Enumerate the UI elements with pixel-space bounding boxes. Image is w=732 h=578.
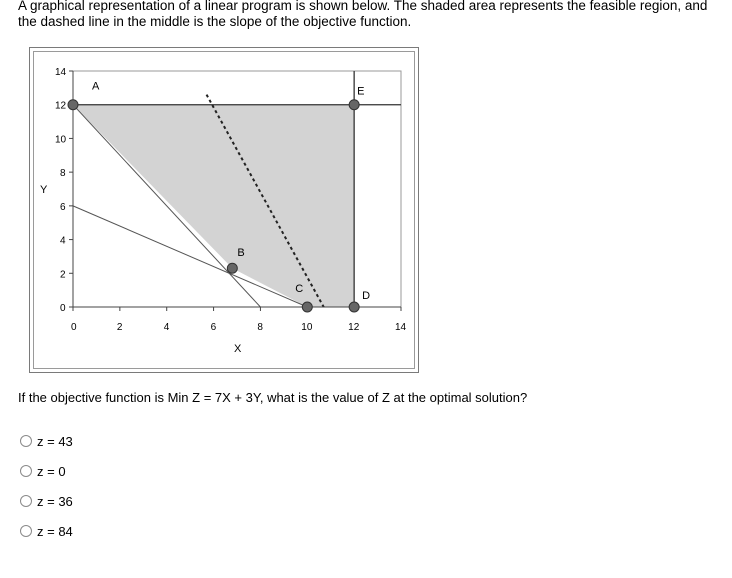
corner-point-d	[349, 302, 359, 312]
corner-label-b: B	[237, 247, 245, 260]
option-label: z = 36	[37, 493, 73, 509]
option-label: z = 43	[37, 433, 73, 449]
question-text: If the objective function is Min Z = 7X + 3Y, what is the value of Z at the optimal solution?	[18, 390, 528, 405]
x-axis-label: X	[234, 343, 242, 355]
x-tick-label: 10	[301, 322, 313, 333]
y-tick-label: 0	[60, 303, 66, 314]
x-tick-label: 8	[257, 322, 263, 333]
x-tick-label: 12	[348, 322, 360, 333]
option-1[interactable]	[20, 432, 73, 450]
y-tick-label: 6	[60, 201, 66, 213]
option-3[interactable]	[20, 492, 73, 510]
option-2[interactable]	[20, 462, 66, 480]
corner-label-a: A	[92, 80, 100, 93]
y-tick-label: 4	[60, 235, 66, 247]
option-label: z = 84	[37, 523, 73, 539]
x-tick-label: 14	[395, 322, 407, 333]
corner-point-e	[349, 100, 359, 110]
radio-icon[interactable]	[20, 435, 32, 447]
corner-point-c	[302, 302, 312, 312]
corner-label-e: E	[357, 85, 365, 98]
radio-icon[interactable]	[20, 495, 32, 507]
corner-label-c: C	[295, 283, 304, 295]
intro-text: A graphical representation of a linear program is shown below. The shaded area represents the feasible region, and the dashed line in the middle is the slope of the objective function.	[18, 0, 708, 29]
corner-label-d: D	[362, 290, 371, 302]
radio-icon[interactable]	[20, 465, 32, 477]
x-tick-label: 0	[71, 322, 77, 333]
y-tick-label: 12	[55, 100, 67, 112]
y-tick-label: 2	[60, 269, 66, 281]
corner-point-b	[227, 263, 237, 273]
y-axis-label: Y	[40, 184, 48, 196]
option-4[interactable]	[20, 522, 73, 540]
y-tick-label: 14	[55, 67, 67, 78]
option-label: z = 0	[37, 463, 66, 479]
radio-icon[interactable]	[20, 525, 32, 537]
y-tick-label: 8	[60, 168, 66, 180]
corner-point-a	[68, 100, 78, 110]
y-tick-label: 10	[55, 134, 67, 146]
x-tick-label: 6	[210, 322, 217, 333]
x-tick-label: 4	[163, 322, 170, 333]
x-tick-label: 2	[116, 322, 123, 333]
